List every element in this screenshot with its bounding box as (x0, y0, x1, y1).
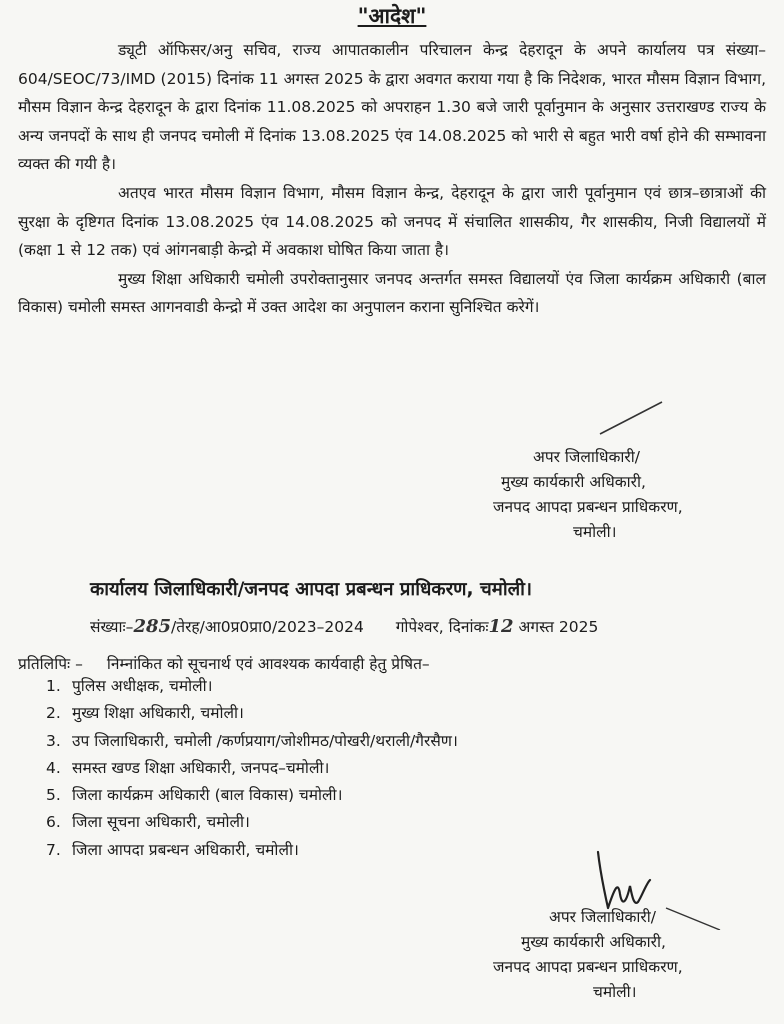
signature-stroke-1 (590, 398, 670, 438)
order-paragraph-2: अतएव भारत मौसम विज्ञान विभाग, मौसम विज्ञान केन्द्र, देहरादून के द्वारा जारी पूर्वानुमान एवं छात्र–छात्राओं की सुरक्षा के दृष्टिगत दिनांक 13.08.2025 एंव 14.08.2025 को जनपद में संचालित शासकीय, गैर शासकीय, निजी विद्यालयों में (कक्षा 1 से 12 तक) एवं आंगनबाड़ी केन्द्रो में अवकाश घोषित किया जाता है। (18, 183, 766, 260)
sig2-line-2: मुख्य कार्यकारी अधिकारी, (521, 933, 666, 951)
reference-line (90, 615, 730, 637)
signature-block-2 (493, 905, 773, 1005)
list-item: 3. उप जिलाधिकारी, चमोली /कर्णप्रयाग/जोशीमठ/पोखरी/थराली/गैरसैण। (46, 731, 458, 750)
list-item: 4. समस्त खण्ड शिक्षा अधिकारी, जनपद–चमोली। (46, 758, 330, 777)
copy-to-label: प्रतिलिपिः – (18, 655, 83, 673)
list-item: 6. जिला सूचना अधिकारी, चमोली। (46, 813, 250, 832)
office-heading: कार्यालय जिलाधिकारी/जनपद आपदा प्रबन्धन प्राधिकरण, चमोली। (90, 579, 532, 600)
copy-to-list (46, 673, 746, 864)
sig1-line-1: अपर जिलाधिकारी/ (533, 448, 640, 466)
order-body (18, 36, 766, 322)
place-date-prefix: गोपेश्वर, दिनांकः (395, 618, 489, 636)
ref-prefix: संख्याः– (90, 618, 134, 636)
order-paragraph-3: मुख्य शिक्षा अधिकारी चमोली उपरोक्तानुसार जनपद अन्तर्गत समस्त विद्यालयों एंव जिला कार्यक्रम अधिकारी (बाल विकास) चमोली समस्त आगनवाडी केन्द्रो में उक्त आदेश का अनुपालन कराना सुनिश्चित करेगें। (18, 269, 766, 317)
list-item: 2. मुख्य शिक्षा अधिकारी, चमोली। (46, 704, 244, 723)
sig1-line-4: चमोली। (573, 523, 617, 541)
sig2-line-4: चमोली। (593, 983, 637, 1001)
signature-block-1 (493, 445, 773, 545)
list-item: 1. पुलिस अधीक्षक, चमोली। (46, 677, 213, 695)
order-title: "आदेश" (357, 4, 427, 28)
sig2-line-3: जनपद आपदा प्रबन्धन प्राधिकरण, (493, 958, 683, 976)
copy-to-text: निम्नांकित को सूचनार्थ एवं आवश्यक कार्यवाही हेतु प्रेषित– (106, 655, 430, 673)
ref-suffix: /तेरह/आ0प्र0प्रा0/2023–2024 (171, 618, 364, 636)
list-item: 5. जिला कार्यक्रम अधिकारी (बाल विकास) चमोली। (46, 786, 343, 805)
date-day: 12 (488, 616, 514, 637)
date-rest: अगस्त 2025 (518, 618, 599, 636)
copy-to-intro (18, 652, 758, 674)
sig2-line-1: अपर जिलाधिकारी/ (549, 908, 656, 926)
order-paragraph-1: ड्यूटी ऑफिसर/अनु सचिव, राज्य आपातकालीन परिचालन केन्द्र देहरादून के अपने कार्यालय पत्र संख्या–604/SEOC/73/IMD (2015) दिनांक 11 अगस्त 2025 के द्वारा अवगत कराया गया है कि निदेशक, भारत मौसम विज्ञान विभाग, मौसम विज्ञान केन्द्र देहरादून के द्वारा दिनांक 11.08.2025 को अपराहन 1.30 बजे जारी पूर्वानुमान के अनुसार उत्तराखण्ड राज्य के अन्य जनपदों के साथ ही जनपद चमोली में दिनांक 13.08.2025 एंव 14.08.2025 को भारी से बहुत भारी वर्षा होने की सम्भावना व्यक्त की गयी है। (18, 41, 766, 174)
list-item: 7. जिला आपदा प्रबन्धन अधिकारी, चमोली। (46, 840, 299, 859)
sig1-line-3: जनपद आपदा प्रबन्धन प्राधिकरण, (493, 498, 683, 516)
ref-number: 285 (133, 616, 172, 637)
sig1-line-2: मुख्य कार्यकारी अधिकारी, (501, 473, 646, 491)
